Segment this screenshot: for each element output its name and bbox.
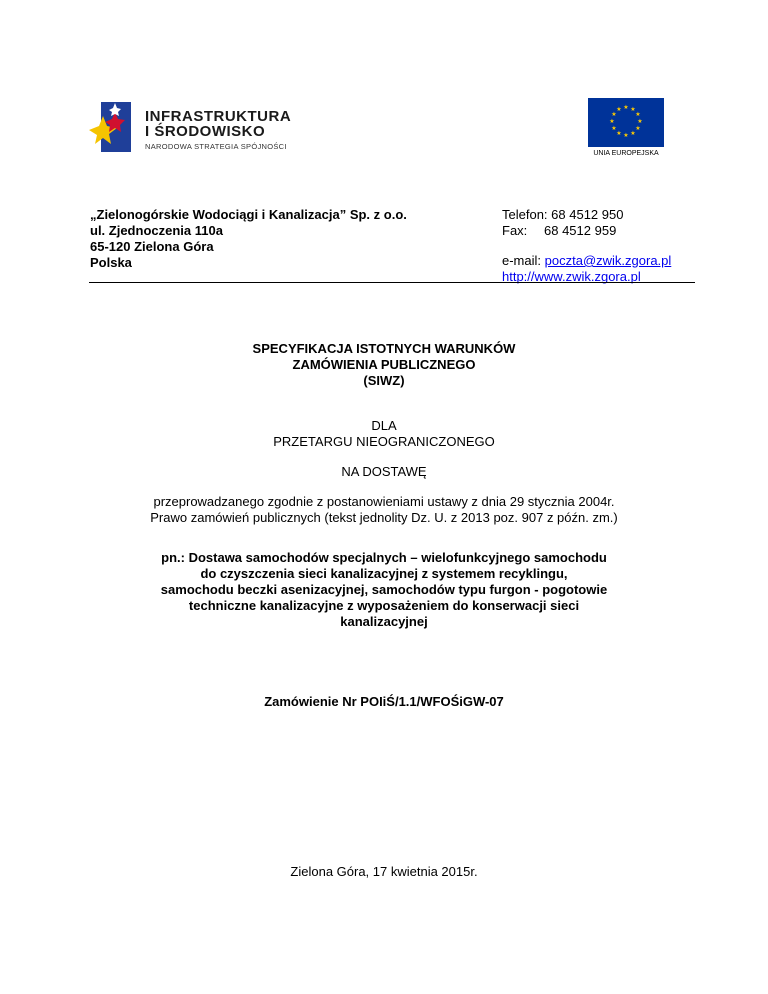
logo-title-line-2: I ŚRODOWISKO — [145, 123, 266, 140]
svg-text:★: ★ — [623, 132, 629, 139]
svg-text:★: ★ — [623, 104, 629, 111]
postal-city: 65-120 Zielona Góra — [90, 239, 214, 254]
subject-line-5: kanalizacyjnej — [340, 614, 428, 629]
fax-number: 68 4512 959 — [544, 223, 617, 238]
svg-text:★: ★ — [616, 106, 622, 113]
subject-line-3: samochodu beczki asenizacyjnej, samochodów typu furgon - pogotowie — [160, 582, 608, 597]
eu-flag-icon — [588, 98, 664, 147]
document-title-line-1: SPECYFIKACJA ISTOTNYCH WARUNKÓW — [252, 341, 516, 356]
logo-subtitle: NARODOWA STRATEGIA SPÓJNOŚCI — [145, 142, 287, 151]
svg-text:★: ★ — [611, 125, 617, 132]
dla-line: DLA — [371, 418, 397, 433]
document-title-line-2: ZAMÓWIENIA PUBLICZNEGO — [292, 357, 476, 372]
fax-line — [502, 223, 616, 239]
phone-number: 68 4512 950 — [551, 207, 624, 222]
tender-type-line: PRZETARGU NIEOGRANICZONEGO — [273, 434, 495, 449]
eu-label: UNIA EUROPEJSKA — [593, 150, 659, 157]
svg-text:★: ★ — [630, 106, 636, 113]
svg-text:★: ★ — [616, 130, 622, 137]
website-link[interactable]: http://www.zwik.zgora.pl — [502, 269, 641, 284]
phone-label: Telefon: — [502, 207, 548, 222]
subject-line-1: pn.: Dostawa samochodów specjalnych – wielofunkcyjnego samochodu — [161, 550, 607, 565]
subject-line-2: do czyszczenia sieci kanalizacyjnej z systemem recyklingu, — [200, 566, 568, 581]
document-title-line-3: (SIWZ) — [363, 373, 405, 388]
svg-text:★: ★ — [637, 118, 643, 125]
place-and-date: Zielona Góra, 17 kwietnia 2015r. — [290, 864, 478, 879]
delivery-line: NA DOSTAWĘ — [341, 464, 427, 479]
phone-line — [502, 207, 623, 223]
svg-text:★: ★ — [611, 111, 617, 118]
order-number: Zamówienie Nr POIiŚ/1.1/WFOŚiGW-07 — [264, 694, 504, 709]
fax-label: Fax: — [502, 223, 528, 238]
company-name: „Zielonogórskie Wodociągi i Kanalizacja” Sp. z o.o. — [90, 207, 407, 222]
svg-text:★: ★ — [635, 125, 641, 132]
email-link[interactable]: poczta@zwik.zgora.pl — [544, 253, 672, 268]
svg-text:★: ★ — [635, 111, 641, 118]
email-label: e-mail: — [502, 253, 542, 268]
legal-basis-line-2: Prawo zamówień publicznych (tekst jednolity Dz. U. z 2013 poz. 907 z późn. zm.) — [150, 510, 618, 525]
street-address: ul. Zjednoczenia 110a — [90, 223, 223, 238]
subject-line-4: techniczne kanalizacyjne z wyposażeniem do konserwacji sieci — [188, 598, 580, 613]
infrastruktura-logo-icon — [87, 100, 142, 155]
logo-title-line-1: INFRASTRUKTURA — [145, 108, 292, 125]
svg-text:★: ★ — [630, 130, 636, 137]
email-line — [502, 253, 671, 269]
legal-basis-line-1: przeprowadzanego zgodnie z postanowieniami ustawy z dnia 29 stycznia 2004r. — [153, 494, 615, 509]
country: Polska — [90, 255, 132, 270]
svg-text:★: ★ — [609, 118, 615, 125]
header-divider — [89, 282, 695, 283]
